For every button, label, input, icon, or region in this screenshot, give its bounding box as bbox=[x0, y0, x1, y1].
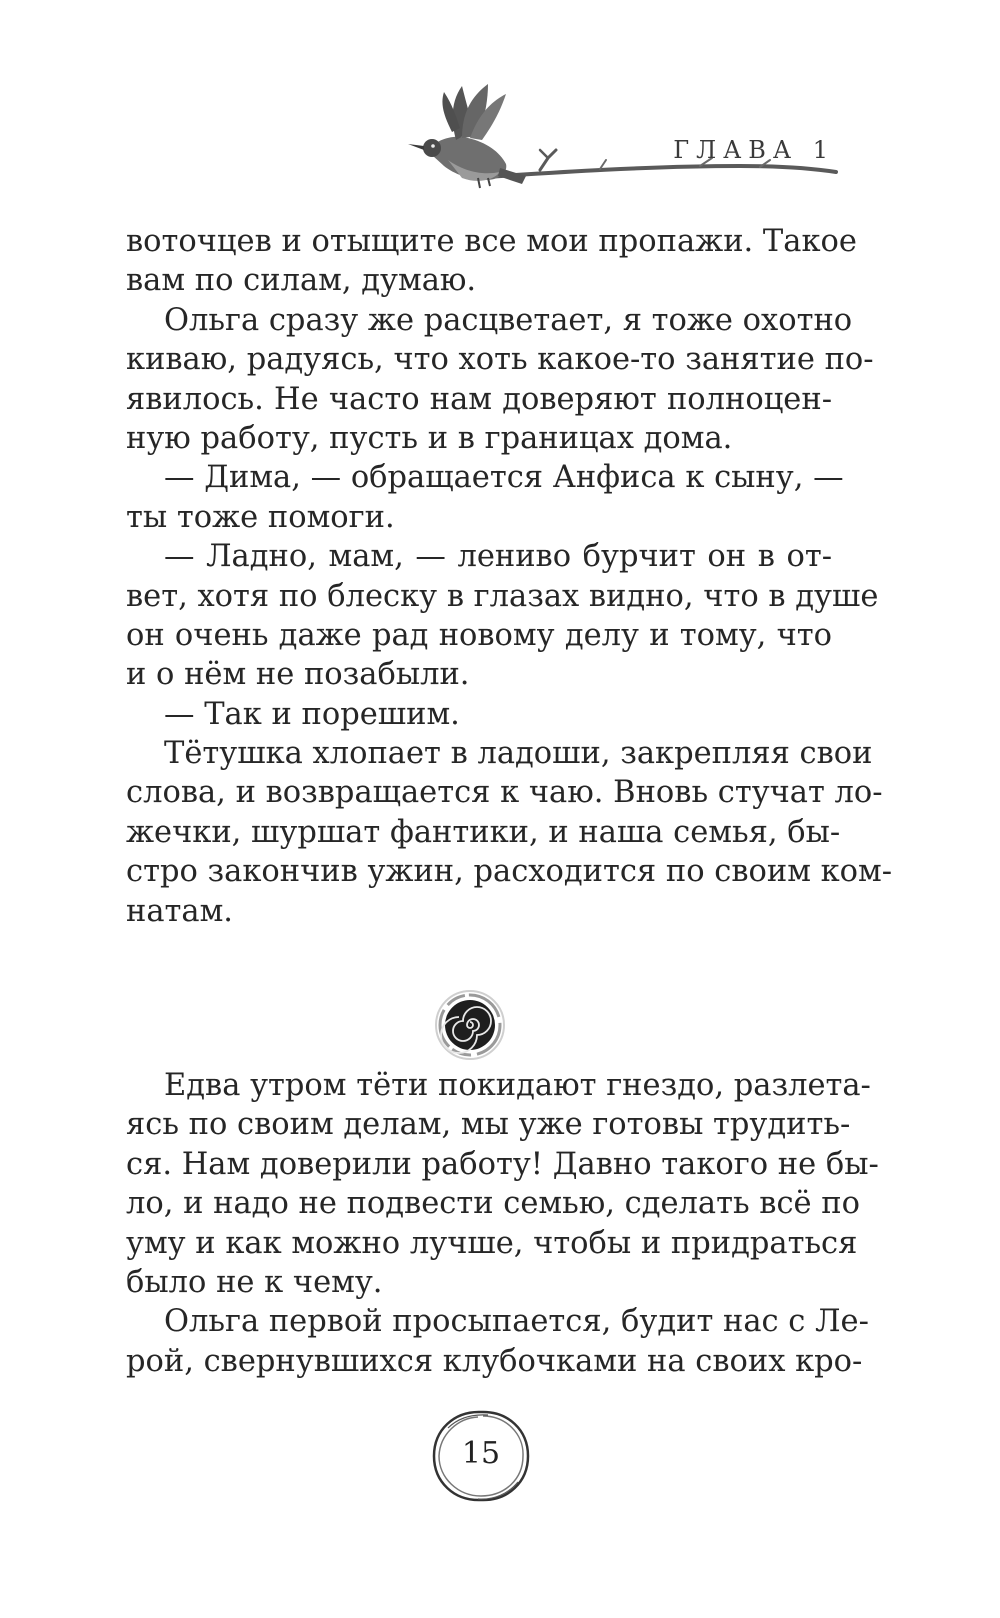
text-line: Тётушка хлопает в ладоши, закрепляя свои bbox=[164, 736, 873, 772]
text-line: слова, и возвращается к чаю. Вновь стучат ло- bbox=[126, 775, 883, 811]
page-number: 15 bbox=[461, 1436, 501, 1471]
text-line: — Дима, — обращается Анфиса к сыну, — bbox=[164, 460, 844, 496]
text-line: натам. bbox=[126, 893, 233, 929]
text-section-1 bbox=[126, 222, 893, 931]
text-line: явилось. Не часто нам доверяют полноцен- bbox=[126, 381, 832, 417]
text-line: и о нём не позабыли. bbox=[126, 657, 470, 693]
text-line: уму и как можно лучше, чтобы и придраться bbox=[126, 1225, 858, 1261]
text-line: — Ладно, мам, — лениво бурчит он в от- bbox=[164, 539, 832, 575]
text-line: ную работу, пусть и в границах дома. bbox=[126, 420, 733, 456]
text-line: ло, и надо не подвести семью, сделать всё по bbox=[126, 1186, 860, 1222]
page-header bbox=[0, 0, 1000, 215]
text-line: Ольга первой просыпается, будит нас с Ле- bbox=[164, 1304, 869, 1340]
text-line: ся. Нам доверили работу! Давно такого не бы- bbox=[126, 1146, 879, 1182]
bird-on-branch-icon bbox=[0, 0, 1000, 215]
text-line: вет, хотя по блеску в глазах видно, что в душе bbox=[126, 578, 879, 614]
text-line: Едва утром тёти покидают гнездо, разлета- bbox=[164, 1068, 871, 1103]
page-footer bbox=[428, 1406, 534, 1506]
text-line: рой, свернувшихся клубочками на своих кро- bbox=[126, 1343, 863, 1379]
chapter-label: ГЛАВА 1 bbox=[673, 136, 835, 164]
text-line: вам по силам, думаю. bbox=[126, 263, 477, 299]
text-line: было не к чему. bbox=[126, 1264, 383, 1300]
text-line: киваю, радуясь, что хоть какое-то занятие по- bbox=[126, 342, 874, 378]
text-line: — Так и порешим. bbox=[164, 696, 460, 732]
text-line: Ольга сразу же расцветает, я тоже охотно bbox=[164, 302, 853, 338]
text-line: воточцев и отыщите все мои пропажи. Такое bbox=[126, 224, 857, 259]
text-section-2 bbox=[126, 1066, 879, 1381]
text-line: жечки, шуршат фантики, и наша семья, бы- bbox=[126, 814, 841, 850]
text-line: он очень даже рад новому делу и тому, что bbox=[126, 617, 832, 653]
text-line: ты тоже помоги. bbox=[126, 499, 395, 535]
text-line: стро закончив ужин, расходится по своим ком- bbox=[126, 854, 893, 890]
text-line: ясь по своим делам, мы уже готовы трудить- bbox=[126, 1107, 851, 1143]
spiral-divider-icon bbox=[430, 985, 510, 1065]
